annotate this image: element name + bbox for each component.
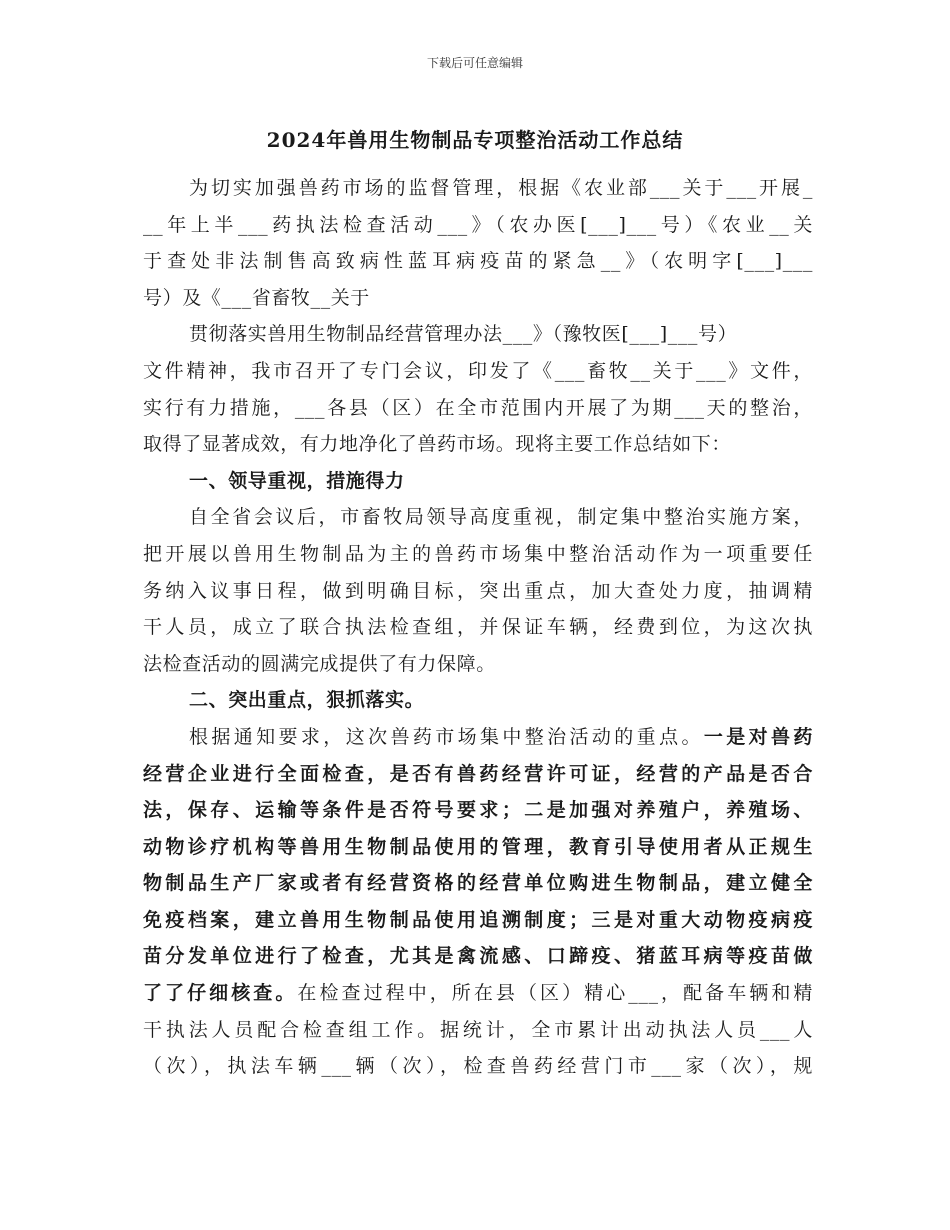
text-segment: 法，保存、运输等条件是否符号要求；二是加强对养殖户，养殖场、 xyxy=(143,799,813,822)
text-line xyxy=(143,243,813,280)
text-line xyxy=(143,609,813,646)
text-line xyxy=(143,829,813,866)
text-segment: 了了仔细核查。 xyxy=(143,982,298,1005)
text-segment: 一是对兽药 xyxy=(703,725,813,748)
text-line xyxy=(143,792,813,829)
text-segment: 自全省会议后，市畜牧局领导高度重视，制定集中整治实施方案， xyxy=(189,506,813,529)
text-segment: 根据通知要求，这次兽药市场集中整治活动的重点。 xyxy=(189,725,704,748)
document-title: 2024年兽用生物制品专项整治活动工作总结 xyxy=(266,128,684,152)
text-segment: 动物诊疗机构等兽用生物制品使用的管理，教育引导使用者从正规生 xyxy=(143,835,813,858)
document-body xyxy=(143,170,813,1085)
text-line xyxy=(143,902,813,939)
text-line xyxy=(143,1048,813,1085)
text-segment: 号）及《___省畜牧__关于 xyxy=(143,286,370,309)
text-line xyxy=(143,865,813,902)
text-segment: 苗分发单位进行了检查，尤其是禽流感、口蹄疫、猪蓝耳病等疫苗做 xyxy=(143,945,813,968)
text-line xyxy=(143,207,813,244)
text-segment: 取得了显著成效，有力地净化了兽药市场。现将主要工作总结如下： xyxy=(143,433,732,456)
text-line xyxy=(143,719,813,756)
text-line xyxy=(143,536,813,573)
text-line xyxy=(143,756,813,793)
text-line xyxy=(143,1012,813,1049)
text-segment: 法检查活动的圆满完成提供了有力保障。 xyxy=(143,652,496,675)
text-segment: 在检查过程中，所在县（区）精心___，配备车辆和精 xyxy=(297,982,813,1005)
text-segment: 文件精神，我市召开了专门会议，印发了《___畜牧__关于___》文件， xyxy=(143,359,813,382)
text-segment: 干执法人员配合检查组工作。据统计，全市累计出动执法人员___人 xyxy=(143,1018,813,1041)
text-line xyxy=(143,573,813,610)
text-line xyxy=(143,646,813,683)
text-segment: 为切实加强兽药市场的监督管理，根据《农业部___关于___开展_ xyxy=(189,177,813,199)
text-segment: 物制品生产厂家或者有经营资格的经营单位购进生物制品，建立健全 xyxy=(143,872,813,895)
text-segment: 一、领导重视，措施得力 xyxy=(189,469,405,492)
text-line xyxy=(143,499,813,536)
text-line xyxy=(143,390,813,427)
text-segment: __年上半___药执法检查活动___》（农办医[___]___号）《农业__关 xyxy=(143,213,813,236)
section-heading xyxy=(143,463,813,500)
text-segment: 贯彻落实兽用生物制品经营管理办法___》（豫牧医[___]___号） xyxy=(189,323,738,346)
text-segment: 于查处非法制售高致病性蓝耳病疫苗的紧急__》（农明字[___]___ xyxy=(143,250,813,273)
text-line xyxy=(143,316,813,353)
text-segment: 经营企业进行全面检查，是否有兽药经营许可证，经营的产品是否合 xyxy=(143,762,813,785)
text-line xyxy=(143,975,813,1012)
section-heading xyxy=(143,682,813,719)
text-line xyxy=(143,938,813,975)
text-line xyxy=(143,170,813,207)
text-segment: 务纳入议事日程，做到明确目标，突出重点，加大查处力度，抽调精 xyxy=(143,579,813,602)
header-note: 下载后可任意编辑 xyxy=(426,56,523,70)
text-segment: 免疫档案，建立兽用生物制品使用追溯制度；三是对重大动物疫病疫 xyxy=(143,908,813,931)
text-segment: 实行有力措施，___各县（区）在全市范围内开展了为期___天的整治， xyxy=(143,396,813,419)
text-segment: 干人员，成立了联合执法检查组，并保证车辆，经费到位，为这次执 xyxy=(143,616,813,639)
text-segment: 二、突出重点，狠抓落实。 xyxy=(189,689,425,712)
text-segment: 把开展以兽用生物制品为主的兽药市场集中整治活动作为一项重要任 xyxy=(143,542,813,565)
text-segment: （次），执法车辆___辆（次），检查兽药经营门市___家（次），规 xyxy=(143,1055,813,1078)
text-line xyxy=(143,353,813,390)
text-line xyxy=(143,426,813,463)
text-line xyxy=(143,280,813,317)
